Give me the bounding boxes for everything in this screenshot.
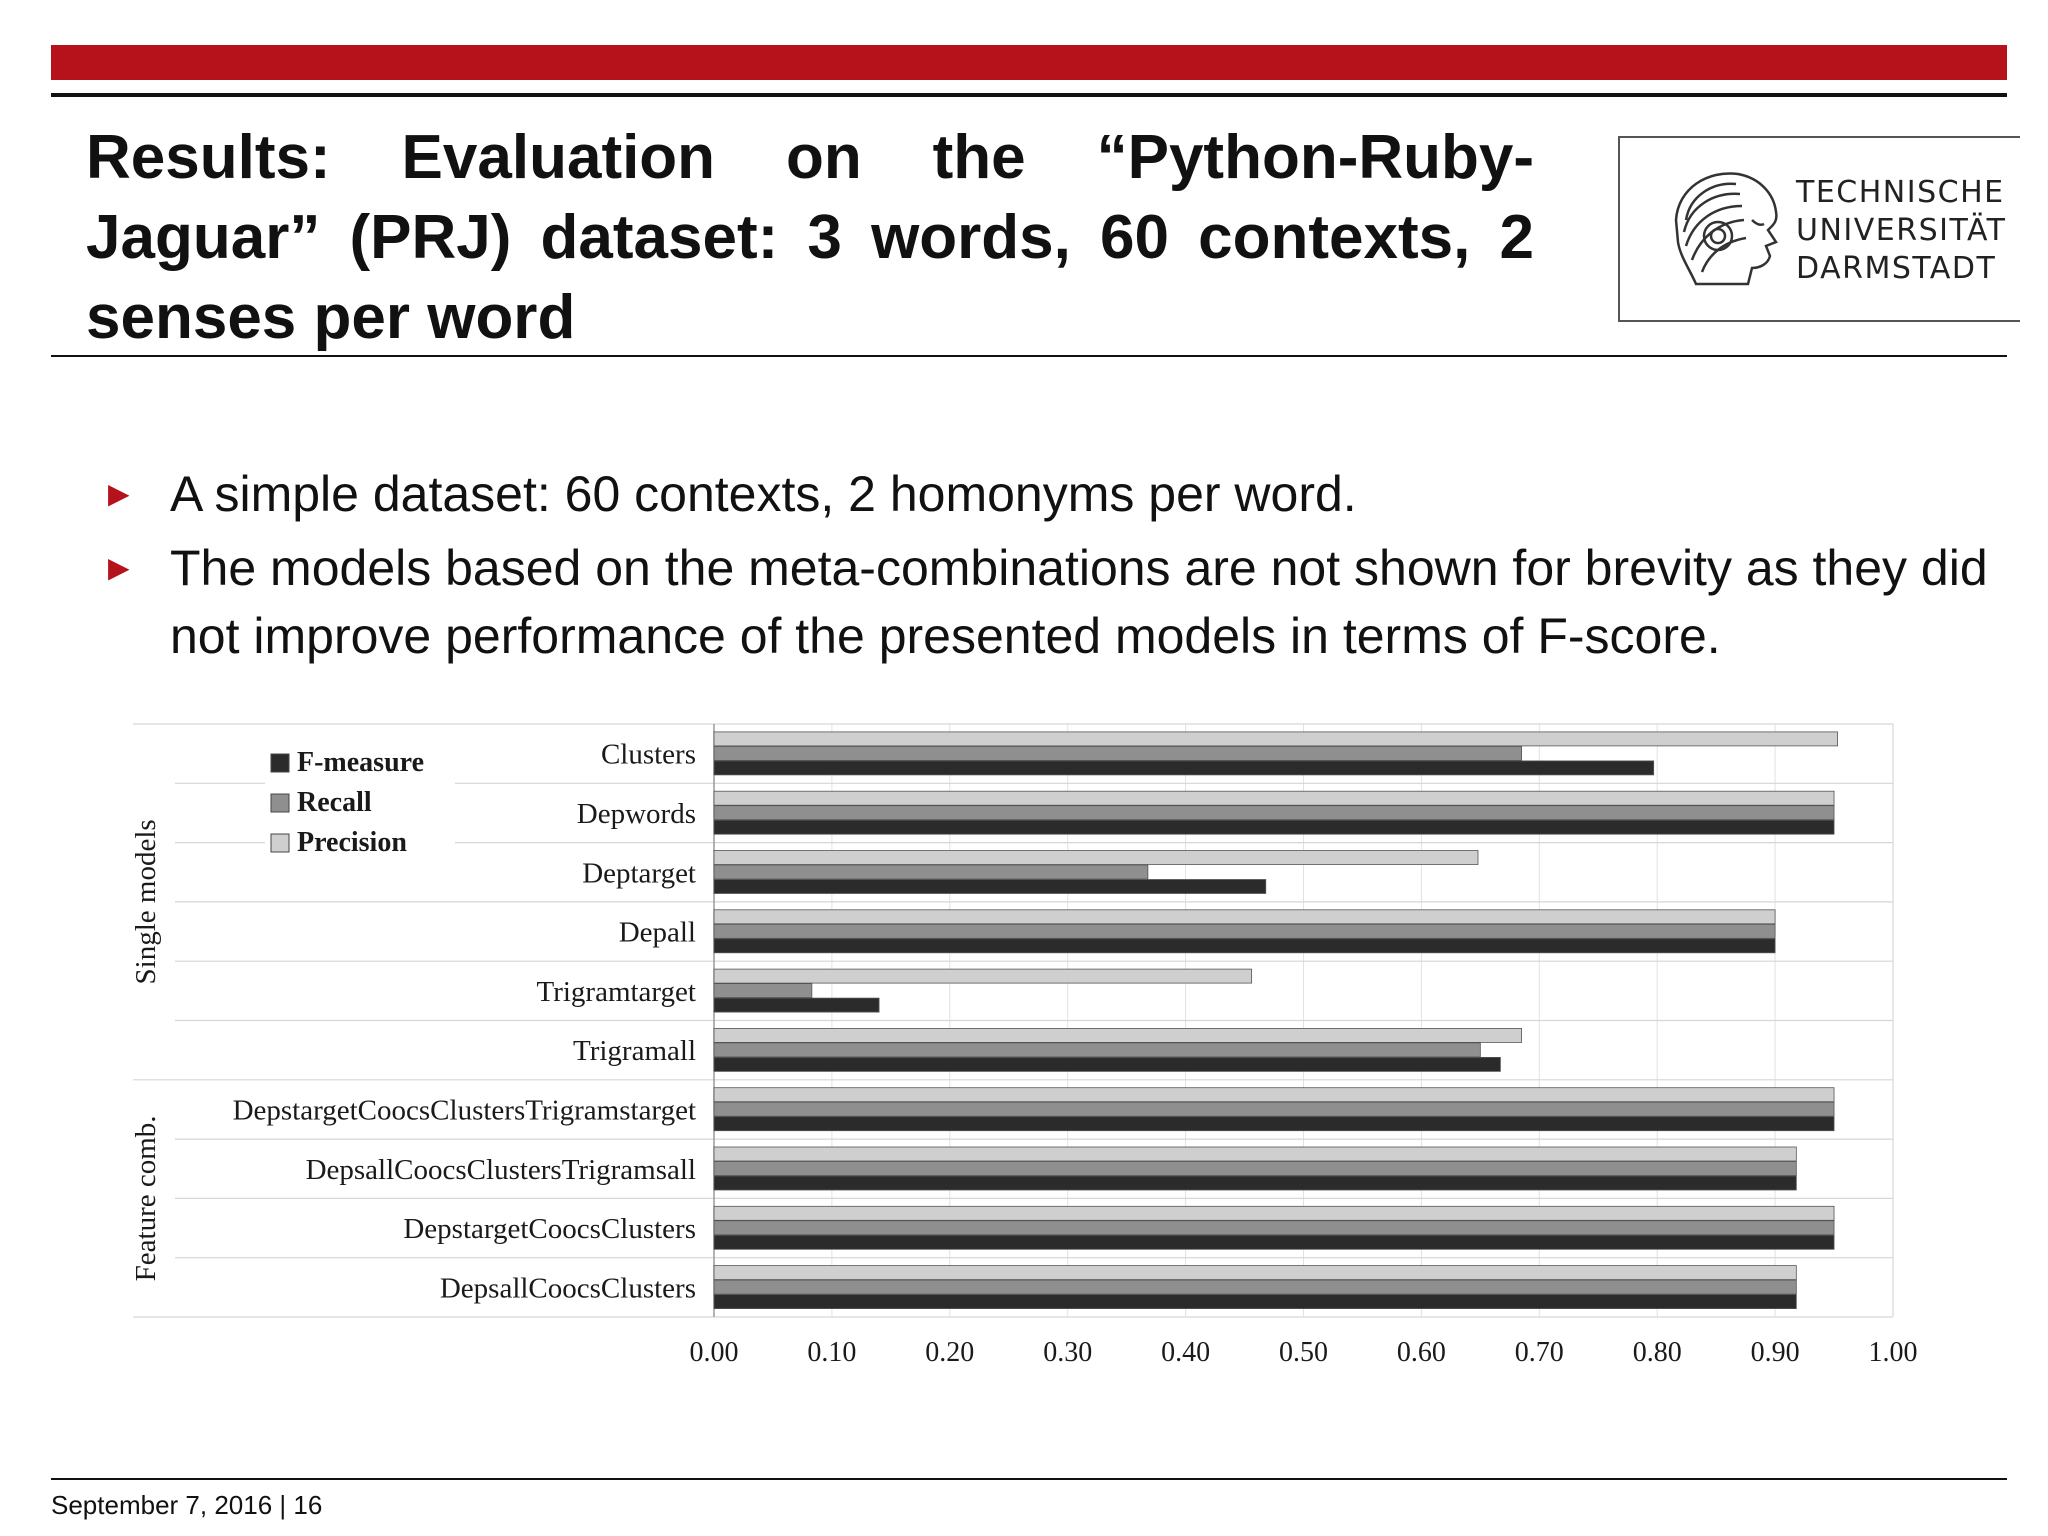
header-accent-bar [51,45,2007,80]
x-tick-label: 0.80 [1632,1337,1682,1368]
bar-f-measure [714,820,1834,834]
bar-recall [714,865,1148,879]
category-label: Depwords [576,797,696,830]
legend-label: Precision [297,827,407,858]
bar-recall [714,1102,1834,1116]
x-tick-label: 0.30 [1043,1337,1093,1368]
category-label: DepsallCoocsClustersTrigramsall [305,1153,696,1186]
x-tick-label: 0.20 [925,1337,975,1368]
bullet-item [108,534,2018,670]
bullet-text: The models based on the meta-combinations are not shown for brevity as they did not improve performance of the presented models in terms of F-score. [170,540,1988,664]
category-label: DepsallCoocsClusters [439,1272,696,1305]
title-rule-bottom [51,355,2007,357]
bar-f-measure [714,1235,1834,1249]
bar-recall [714,806,1834,820]
bar-f-measure [714,1057,1500,1071]
legend-swatch [271,794,289,812]
slide-title: Results: Evaluation on the “Python-Ruby-Jaguar” (PRJ) dataset: 3 words, 60 contexts, 2 senses per word [86,123,1534,352]
bullet-arrow-icon: ▶ [108,552,130,583]
category-label: DepstargetCoocsClusters [403,1213,696,1246]
legend-swatch [271,754,289,772]
logo-line-3: DARMSTADT [1796,251,1997,286]
bar-chart-svg [130,722,1918,1368]
x-tick-label: 1.00 [1868,1337,1918,1368]
bar-f-measure [714,1295,1796,1309]
group-label: Feature comb. [130,1115,162,1282]
bar-precision [714,791,1834,805]
bar-f-measure [714,1176,1796,1190]
bullet-item [108,460,2018,528]
bar-recall [714,746,1522,760]
bar-precision [714,1206,1834,1220]
category-label: Depall [618,916,696,949]
athena-head-icon [1656,160,1792,296]
bar-precision [714,1266,1796,1280]
bar-chart [130,722,1918,1368]
bar-f-measure [714,939,1775,953]
bar-precision [714,1147,1796,1161]
legend-swatch [271,834,289,852]
category-label: Trigramall [573,1035,696,1068]
group-label: Single models [130,819,162,985]
bar-recall [714,1043,1480,1057]
footer-date-page: September 7, 2016 | 16 [51,1490,323,1520]
logo-wordmark [1796,174,2006,288]
x-tick-label: 0.00 [689,1337,739,1368]
x-tick-label: 0.40 [1161,1337,1211,1368]
legend-label: F-measure [297,747,424,778]
bar-f-measure [714,1117,1834,1131]
bar-precision [714,1088,1834,1102]
category-label: Deptarget [582,857,696,890]
logo-line-2: UNIVERSITÄT [1796,213,2007,248]
bar-recall [714,1221,1834,1235]
bar-precision [714,969,1252,983]
bar-f-measure [714,998,879,1012]
bar-recall [714,1280,1796,1294]
bar-precision [714,910,1775,924]
x-tick-label: 0.10 [807,1337,857,1368]
bar-precision [714,1028,1522,1042]
bar-precision [714,851,1478,865]
title-rule-top [51,93,2007,97]
bar-recall [714,1162,1796,1176]
bar-recall [714,924,1775,938]
bar-recall [714,984,812,998]
category-label: DepstargetCoocsClustersTrigramstarget [232,1094,696,1127]
bar-f-measure [714,880,1266,894]
x-tick-label: 0.50 [1279,1337,1328,1368]
bar-f-measure [714,761,1654,775]
category-label: Trigramtarget [536,975,696,1008]
x-tick-label: 0.90 [1750,1337,1800,1368]
bar-precision [714,732,1838,746]
bullet-text: A simple dataset: 60 contexts, 2 homonyms per word. [170,466,1357,522]
legend-label: Recall [297,787,372,818]
logo-line-1: TECHNISCHE [1796,175,2005,210]
university-logo [1618,136,2020,322]
footer-rule [51,1478,2007,1480]
bullet-list [108,460,2018,676]
category-label: Clusters [600,738,696,771]
bullet-arrow-icon: ▶ [108,478,130,509]
x-tick-label: 0.60 [1396,1337,1446,1368]
x-tick-label: 0.70 [1514,1337,1564,1368]
